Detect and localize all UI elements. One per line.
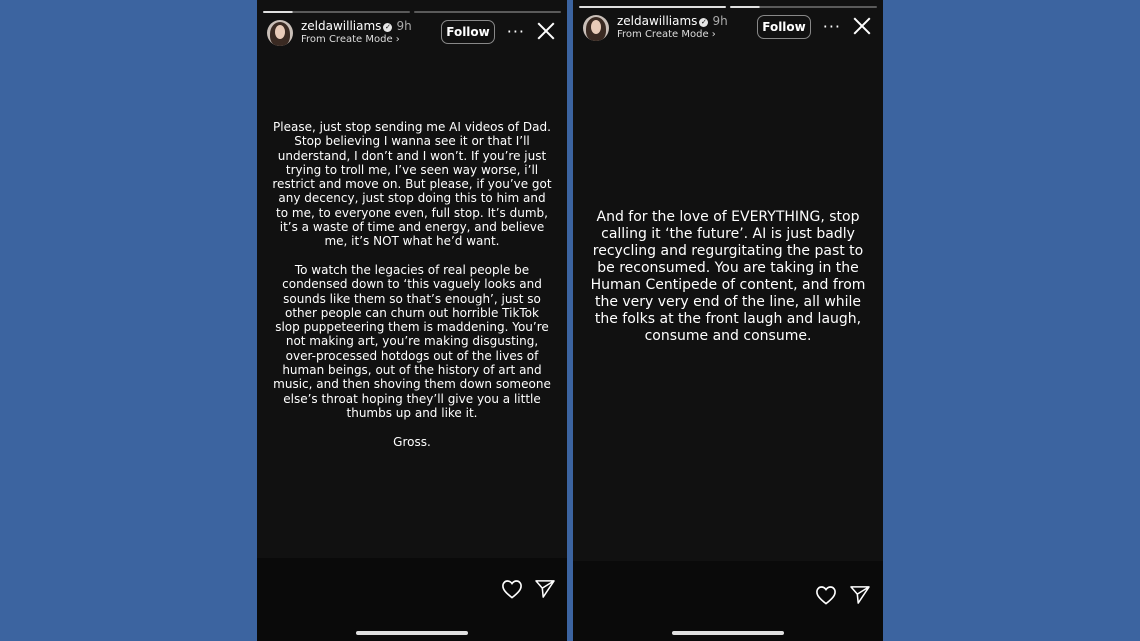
story-header (265, 18, 559, 50)
more-options-icon[interactable]: ··· (822, 17, 841, 36)
story-progress-bar (263, 11, 561, 13)
story-text: Please, just stop sending me AI videos of Dad. Stop believing I wanna see it or that I’ll understand, I don’t and I won’t. If you’re just trying to troll me, I’ve seen way worse, i’ll restrict and move on. But please, if you’ve got any decency, just stop doing this to him and to me, to everyone even, full stop. It’s dumb, it’s a waste of time and energy, and believe me, it’s NOT what he’d want. To watch the legacies of real people be condensed down to ‘this vaguely looks and sounds like them so that’s enough’, just so other people can churn out horrible TikTok slop puppeteering them is maddening. You’re not making art, you’re making disgusting, over-processed hotdogs out of the lives of human beings, out of the history of art and music, and then shoving them down someone else’s throat hoping they’ll give you a little thumbs up and like it. Gross. (272, 120, 552, 449)
more-options-icon[interactable]: ··· (506, 22, 525, 41)
progress-segment (730, 6, 877, 8)
follow-button[interactable]: Follow (441, 20, 495, 44)
send-icon[interactable] (535, 580, 555, 598)
create-mode-link[interactable]: From Create Mode › (617, 29, 716, 40)
story-progress-bar (579, 6, 877, 8)
follow-button[interactable]: Follow (757, 15, 811, 39)
story-panel-right[interactable] (573, 0, 883, 641)
story-footer (257, 558, 567, 641)
post-time: 9h (396, 19, 412, 33)
story-text: And for the love of EVERYTHING, stop calling it ‘the future’. AI is just badly recycling and regurgitating the past to be reconsumed. You are taking in the Human Centipede of content, and from the very very end of the line, all while the folks at the front laugh and laugh, consume and consume. (590, 209, 866, 344)
close-icon[interactable] (535, 20, 557, 42)
story-footer (573, 561, 883, 641)
story-header (581, 13, 875, 45)
username[interactable]: zeldawilliams (617, 14, 698, 28)
story-panel-left[interactable] (257, 0, 567, 641)
avatar[interactable] (267, 20, 293, 46)
username-line[interactable] (301, 19, 412, 33)
heart-icon[interactable] (501, 579, 523, 599)
home-indicator (356, 631, 468, 635)
progress-segment (414, 11, 561, 13)
username[interactable]: zeldawilliams (301, 19, 382, 33)
create-mode-link[interactable]: From Create Mode › (301, 34, 400, 45)
heart-icon[interactable] (815, 585, 837, 605)
progress-segment (579, 6, 726, 8)
post-time: 9h (712, 14, 728, 28)
progress-segment (263, 11, 410, 13)
close-icon[interactable] (851, 15, 873, 37)
username-line[interactable] (617, 14, 728, 28)
verified-badge-icon: ✓ (385, 23, 391, 31)
send-icon[interactable] (850, 586, 870, 604)
home-indicator (672, 631, 784, 635)
verified-badge-icon: ✓ (701, 18, 707, 26)
avatar[interactable] (583, 15, 609, 41)
